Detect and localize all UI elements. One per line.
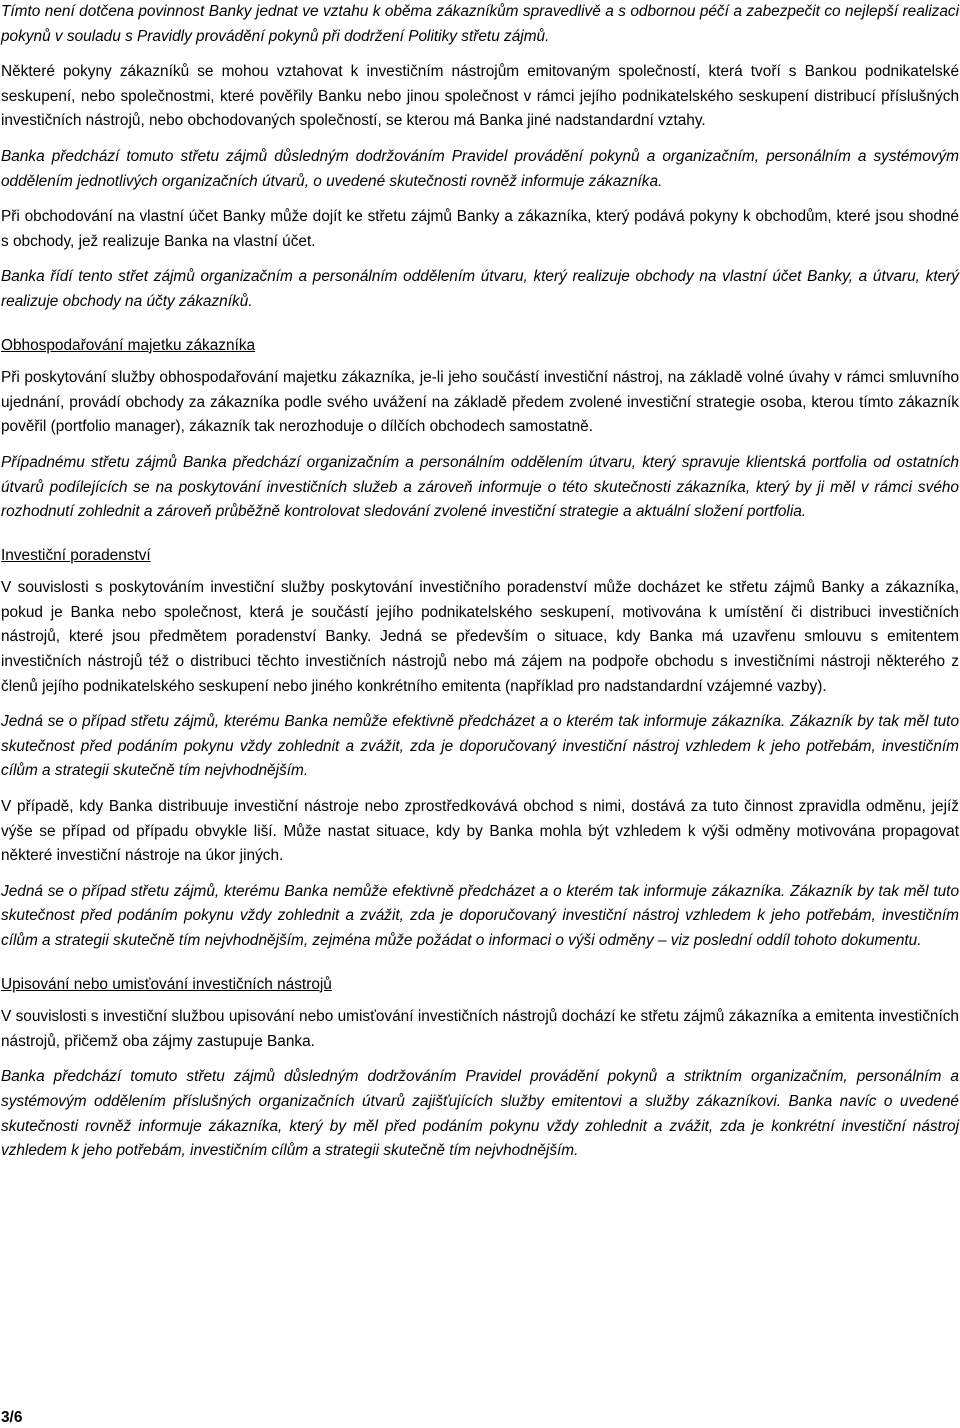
section-heading-asset-management: Obhospodařování majetku zákazníka [1,336,256,354]
paragraph-own-account-separation: Banka řídí tento střet zájmů organizačním a personálním oddělením útvaru, který realizuje obchody na vlastní účet Banky, a útvaru, který realizuje obchody na účty zákazníků. [1,268,959,310]
paragraph-distribution-fees: V případě, kdy Banka distribuuje investiční nástroje nebo zprostředkovává obchod s nimi, dostává za tuto činnost zpravidla odměnu, jejíž výše se případ od případu obvykle liší. Může nastat situace, kdy by Banka mohla být vzhledem k výši odměny motivována propagovat některé investiční nástroje na úkor jiných. [1,798,959,865]
paragraph-group-instruments: Některé pokyny zákazníků se mohou vztahovat k investičním nástrojům emitovaným společností, která tvoří s Bankou podnikatelské seskupení, nebo společnostmi, které pověřily Banku nebo jinou společnost v rámci jejího podnikatelského seskupení distribucí příslušných investičních nástrojů, nebo obchodovaných společností, se kterou má Banka jiné nadstandardní vztahy. [1,63,959,130]
paragraph-advice-conflict-notice: Jedná se o případ střetu zájmů, kterému Banka nemůže efektivně předcházet a o kterém tak informuje zákazníka. Zákazník by tak měl tuto skutečnost před podáním pokynu vždy zohlednit a zvážit, zda je doporučovaný investiční nástroj vzhledem k jeho potřebám, investičním cílům a strategii skutečně tím nejvhodnějším. [1,713,959,780]
page-number: 3/6 [1,1409,23,1426]
paragraph-asset-management-prevention: Případnému střetu zájmů Banka předchází organizačním a personálním oddělením útvaru, který spravuje klientská portfolia od ostatních útvarů podílejících se na poskytování investičních služeb a zároveň informuje o této skutečnosti zákazníka, který by ji měl v rámci svého rozhodnutí zohlednit a zároveň průběžně kontrolovat sledování zvolené investiční strategie a aktuální složení portfolia. [1,453,959,521]
section-heading-underwriting: Upisování nebo umisťování investičních nástrojů [1,975,332,993]
paragraph-intro-obligation: Tímto není dotčena povinnost Banky jednat ve vztahu k oběma zákazníkům spravedlivě a s odbornou péčí a zabezpečit co nejlepší realizaci pokynů v souladu s Pravidly provádění pokynů při dodržení Politiky střetu zájmů. [1,3,959,45]
paragraph-underwriting: V souvislosti s investiční službou upisování nebo umisťování investičních nástrojů dochází ke střetu zájmů zákazníka a emitenta investičních nástrojů, přičemž oba zájmy zastupuje Banka. [1,1008,959,1050]
paragraph-own-account-trading: Při obchodování na vlastní účet Banky může dojít ke střetu zájmů Banky a zákazníka, který podává pokyny k obchodům, které jsou shodné s obchody, jež realizuje Banka na vlastní účet. [1,208,959,250]
paragraph-prevention-rules: Banka předchází tomuto střetu zájmů důsledným dodržováním Pravidel provádění pokynů a organizačním, personálním a systémovým oddělením jednotlivých organizačních útvarů, o uvedené skutečnosti rovněž informuje zákazníka. [1,147,959,190]
paragraph-fees-conflict-notice: Jedná se o případ střetu zájmů, kterému Banka nemůže efektivně předcházet a o kterém tak informuje zákazníka. Zákazník by tak měl tuto skutečnost před podáním pokynu vždy zohlednit a zvážit, zda je doporučovaný investiční nástroj vzhledem k jeho potřebám, investičním cílům a strategii skutečně tím nejvhodnějším, zejména může požádat o informaci o výši odměny – viz poslední oddíl tohoto dokumentu. [1,882,959,949]
paragraph-underwriting-prevention: Banka předchází tomuto střetu zájmů důsledným dodržováním Pravidel provádění pokynů a striktním organizačním, personálním a systémovým oddělením příslušných organizačních útvarů zajišťujících služby emitentovi a služby zákazníkovi. Banka navíc o uvedené skutečnosti rovněž informuje zákazníka, který by měl před podáním pokynu vždy zohlednit a zvážit, zda je konkrétní investiční nástroj vzhledem k jeho potřebám, investičním cílům a strategii skutečně tím nejvhodnějším. [1,1068,959,1160]
paragraph-investment-advice: V souvislosti s poskytováním investiční služby poskytování investičního poradenství může docházet ke střetu zájmů Banky a zákazníka, pokud je Banka nebo společnost, která je součástí jejího podnikatelského seskupení, motivována k umístění či distribuci investičních nástrojů, které jsou předmětem poradenství Banky. Jedná se především o situace, kdy Banka má uzavřenu smlouvu s emitentem investičních nástrojů též o distribuci těchto investičních nástrojů nebo má zájem na podpoře obchodu s investičními nástroji některého z členů jejího podnikatelského seskupení nebo jiného konkrétního emitenta (například pro nadstandardní vzájemné vazby). [1,579,959,695]
section-heading-investment-advice: Investiční poradenství [1,546,151,564]
paragraph-asset-management: Při poskytování služby obhospodařování majetku zákazníka, je-li jeho součástí investiční nástroj, na základě volné úvahy v rámci smluvního ujednání, provádí obchody za zákazníka podle svého uvážení na základě předem zvolené investiční strategie osoba, kterou tímto zákazník pověřil (portfolio manager), zákazník tak nerozhoduje o dílčích obchodech samostatně. [1,369,959,436]
